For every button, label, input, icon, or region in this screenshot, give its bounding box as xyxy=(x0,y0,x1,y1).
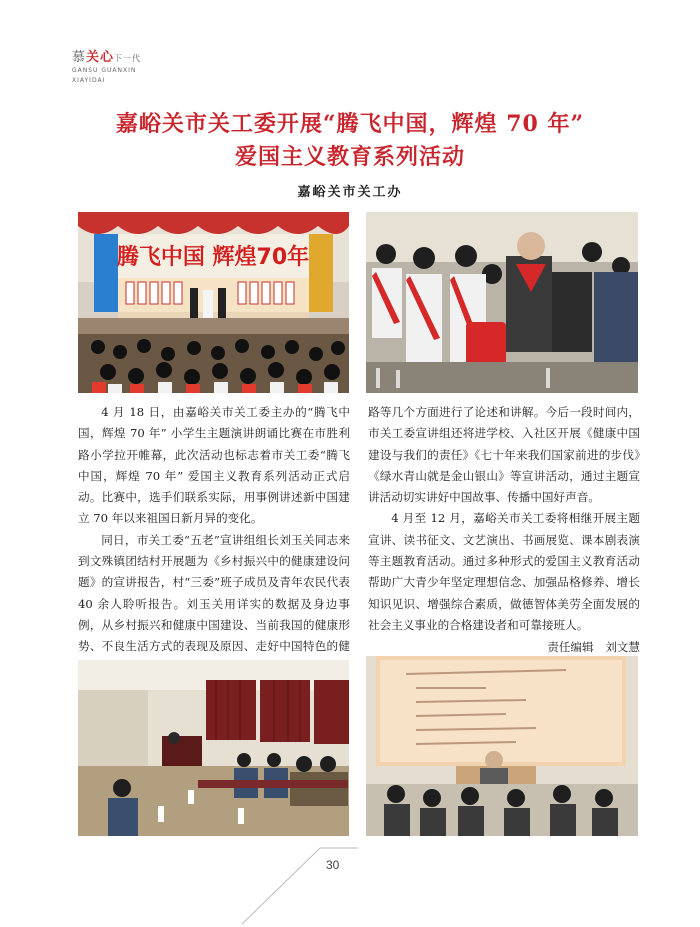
footer-decoration xyxy=(240,846,360,926)
masthead-en-1: GANSU GUANXIN xyxy=(72,67,137,74)
photo-children-elder xyxy=(366,212,638,393)
page-number: 30 xyxy=(326,858,340,872)
paragraph: 路等几个方面进行了论述和讲解。今后一段时间内，市关工委宣讲组还将进学校、入社区开展《健康中国建设与我们的责任》《七十年来我们国家前进的步伐》《绿水青山就是金山银山》等宣讲活动，通过主题宣讲活动切实讲好中国故事、传播中国好声音。 xyxy=(368,405,640,505)
stage-banner-text: 腾飞中国 辉煌70年 xyxy=(116,245,310,270)
masthead-name-small: 下一代 xyxy=(114,54,142,63)
article-title-line1: 嘉峪关市关工委开展“腾飞中国，辉煌 70 年” xyxy=(115,111,585,137)
photo-stage-event xyxy=(78,212,349,393)
article-title-line2: 爱国主义教育系列活动 xyxy=(234,144,465,170)
article-column-left xyxy=(78,402,350,679)
paragraph: 4 月至 12 月，嘉峪关市关工委将相继开展主题宣讲、读书征文、文艺演出、书画展览、课本剧表演等主题教育活动。通过多种形式的爱国主义教育活动帮助广大青少年坚定理想信念、加强品格修养、增长知识见识、增强综合素质，做德智体美劳全面发展的社会主义事业的合格建设者和可靠接班人。 xyxy=(368,511,640,632)
photo-presentation xyxy=(366,656,638,836)
masthead-name-red: 关心 xyxy=(86,50,115,65)
masthead-logo xyxy=(72,46,192,96)
paragraph: 同日，市关工委“五老”宣讲组组长刘玉关同志来到文殊镇团结村开展题为《乡村振兴中的健康建设问题》的宣讲报告，村“三委”班子成员及青年农民代表 40 余人聆听报告。刘玉关用详实的数据及身边事例，从乡村振兴和健康中国建设、当前我国的健康形势、不良生活方式的表现及原因、走好中国特色的健 xyxy=(78,532,350,654)
masthead-name-left: 慕 xyxy=(72,50,87,65)
paragraph: 4 月 18 日，由嘉峪关市关工委主办的“腾飞中国，辉煌 70 年” 小学生主题演讲朗诵比赛在市胜利路小学拉开帷幕，此次活动也标志着市关工委“腾飞中国，辉煌 70 年” 爱国主义教育系列活动正式启动。比赛中，选手们联系实际，用事例讲述新中国建立 70 年以来祖国日新月异的变化。 xyxy=(78,405,350,526)
article-column-right xyxy=(368,402,640,659)
article-byline: 嘉峪关市关工办 xyxy=(297,185,403,200)
editor-credit: 责任编辑 刘文慧 xyxy=(547,640,640,655)
masthead-en-2: XIAYIDAI xyxy=(72,77,106,84)
photo-lecture-hall xyxy=(78,660,349,836)
